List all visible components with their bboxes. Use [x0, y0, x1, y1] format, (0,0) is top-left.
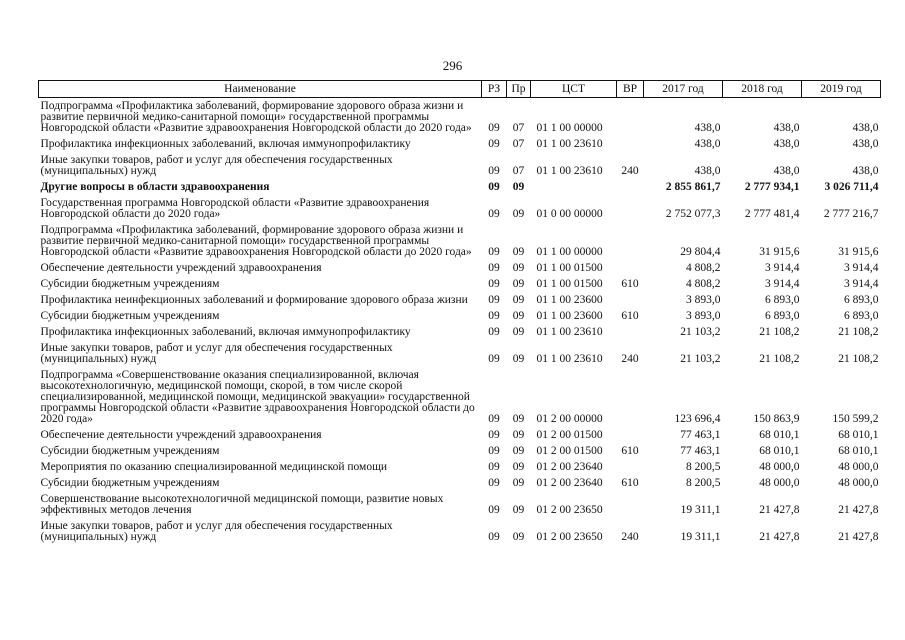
- row-2017: 19 311,1: [680, 531, 721, 543]
- table-row: [39, 222, 881, 260]
- row-name: Субсидии бюджетным учреждениям: [40, 310, 220, 322]
- row-2017: 8 200,5: [686, 461, 721, 473]
- header-2017: 2017 год: [644, 81, 723, 98]
- row-rz: 09: [488, 429, 500, 441]
- row-2018: 438,0: [773, 165, 800, 177]
- row-2018: 31 915,6: [759, 246, 800, 258]
- row-2019: 21 108,2: [838, 353, 879, 365]
- table-row: [39, 195, 881, 222]
- row-2017: 2 752 077,3: [665, 208, 721, 220]
- row-2018: 6 893,0: [765, 294, 800, 306]
- row-2019: 21 427,8: [838, 504, 879, 516]
- row-2018: 3 914,4: [765, 278, 800, 290]
- row-name: Иные закупки товаров, работ и услуг для обеспечения государственных (муниципальных) нужд: [40, 342, 393, 365]
- row-cst: 01 2 00 23650: [536, 531, 603, 543]
- row-cst: 01 1 00 00000: [536, 246, 603, 258]
- table-row: [39, 152, 881, 179]
- row-pr: 09: [512, 429, 525, 441]
- row-2018: 438,0: [773, 122, 800, 134]
- row-2017: 21 103,2: [680, 353, 721, 365]
- row-name: Субсидии бюджетным учреждениям: [40, 445, 220, 457]
- row-rz: 09: [488, 461, 500, 473]
- row-cst: 01 1 00 01500: [536, 262, 603, 274]
- row-pr: 09: [512, 477, 525, 489]
- row-2017: 29 804,4: [680, 246, 721, 258]
- row-rz: 09: [488, 181, 500, 193]
- row-2018: 48 000,0: [759, 477, 800, 489]
- row-vr: [617, 367, 644, 427]
- row-2019: 6 893,0: [844, 310, 879, 322]
- row-pr: 09: [512, 445, 525, 457]
- header-vr: ВР: [617, 81, 644, 98]
- row-2018: 438,0: [773, 138, 800, 150]
- row-cst: 01 1 00 23600: [536, 310, 603, 322]
- row-pr: 07: [512, 138, 525, 150]
- table-body: [39, 98, 881, 546]
- row-2019: 438,0: [852, 165, 879, 177]
- row-vr: 610: [621, 445, 639, 457]
- row-pr: 09: [512, 461, 525, 473]
- row-pr: 09: [512, 504, 525, 516]
- row-2017: 8 200,5: [686, 477, 721, 489]
- table-row: [39, 518, 881, 545]
- header-cst: ЦСТ: [531, 81, 617, 98]
- row-rz: 09: [488, 262, 500, 274]
- row-2018: 21 108,2: [759, 353, 800, 365]
- row-2018: 150 863,9: [753, 413, 800, 425]
- row-cst: 01 1 00 23600: [536, 294, 603, 306]
- row-pr: 09: [512, 278, 525, 290]
- row-name: Мероприятия по оказанию специализированной медицинской помощи: [40, 461, 388, 473]
- row-name: Совершенствование высокотехнологичной медицинской помощи, развитие новых эффективных методов лечения: [40, 493, 444, 516]
- row-rz: 09: [488, 504, 500, 516]
- row-vr: [617, 427, 644, 443]
- table-row: [39, 292, 881, 308]
- table-row: [39, 98, 881, 137]
- budget-table: [38, 80, 881, 545]
- table-row: [39, 179, 881, 195]
- row-name: Иные закупки товаров, работ и услуг для обеспечения государственных (муниципальных) нужд: [40, 154, 393, 177]
- row-pr: 09: [512, 531, 525, 543]
- row-2019: 438,0: [852, 122, 879, 134]
- row-2017: 3 893,0: [686, 294, 721, 306]
- row-2019: 2 777 216,7: [823, 208, 879, 220]
- header-name: Наименование: [39, 81, 482, 98]
- row-2019: 150 599,2: [832, 413, 879, 425]
- row-2017: 438,0: [694, 165, 721, 177]
- row-2018: 68 010,1: [759, 445, 800, 457]
- row-pr: 09: [512, 326, 525, 338]
- row-rz: 09: [488, 208, 500, 220]
- row-2018: 3 914,4: [765, 262, 800, 274]
- table-row: [39, 340, 881, 367]
- row-rz: 09: [488, 326, 500, 338]
- row-vr: [617, 222, 644, 260]
- row-2017: 4 808,2: [686, 262, 721, 274]
- row-vr: [617, 179, 644, 195]
- row-cst: 01 2 00 00000: [536, 413, 603, 425]
- row-2017: 77 463,1: [680, 429, 721, 441]
- row-cst: 01 1 00 01500: [536, 278, 603, 290]
- row-2019: 3 914,4: [844, 262, 879, 274]
- header-rz: РЗ: [482, 81, 507, 98]
- row-pr: 09: [512, 262, 525, 274]
- row-name: Обеспечение деятельности учреждений здравоохранения: [40, 429, 322, 441]
- table-header-row: [39, 81, 881, 98]
- row-2017: 4 808,2: [686, 278, 721, 290]
- row-rz: 09: [488, 122, 500, 134]
- table-row: [39, 260, 881, 276]
- row-cst: 01 1 00 23610: [536, 165, 603, 177]
- row-vr: 240: [621, 165, 639, 177]
- row-vr: [617, 195, 644, 222]
- row-pr: 07: [512, 122, 525, 134]
- row-rz: 09: [488, 294, 500, 306]
- header-pr: Пр: [507, 81, 531, 98]
- row-cst: 01 2 00 23640: [536, 477, 603, 489]
- row-name: Обеспечение деятельности учреждений здравоохранения: [40, 262, 322, 274]
- row-vr: 610: [621, 477, 639, 489]
- row-pr: 09: [512, 353, 525, 365]
- row-rz: 09: [488, 310, 500, 322]
- row-name: Профилактика инфекционных заболеваний, включая иммунопрофилактику: [40, 138, 411, 150]
- row-2018: 2 777 481,4: [744, 208, 800, 220]
- row-name: Субсидии бюджетным учреждениям: [40, 278, 220, 290]
- row-vr: [617, 98, 644, 137]
- row-rz: 09: [488, 246, 500, 258]
- row-rz: 09: [488, 531, 500, 543]
- row-2018: 21 427,8: [759, 531, 800, 543]
- row-2019: 438,0: [852, 138, 879, 150]
- header-2019: 2019 год: [802, 81, 881, 98]
- row-cst: 01 2 00 23650: [536, 504, 603, 516]
- table-row: [39, 276, 881, 292]
- row-2019: 31 915,6: [838, 246, 879, 258]
- row-vr: [617, 136, 644, 152]
- row-2017: 438,0: [694, 122, 721, 134]
- row-pr: 09: [512, 413, 525, 425]
- row-vr: 240: [621, 353, 639, 365]
- row-2017: 3 893,0: [686, 310, 721, 322]
- row-vr: [617, 324, 644, 340]
- row-cst: 01 0 00 00000: [536, 208, 603, 220]
- row-2018: 21 427,8: [759, 504, 800, 516]
- row-2019: 21 427,8: [838, 531, 879, 543]
- row-2018: 68 010,1: [759, 429, 800, 441]
- row-vr: [617, 260, 644, 276]
- table-row: [39, 324, 881, 340]
- row-2018: 48 000,0: [759, 461, 800, 473]
- table-row: [39, 491, 881, 518]
- page-number: 296: [442, 58, 463, 73]
- row-2019: 3 026 711,4: [824, 181, 879, 193]
- row-2019: 68 010,1: [838, 429, 879, 441]
- row-cst: 01 2 00 01500: [536, 429, 603, 441]
- row-name: Профилактика инфекционных заболеваний, включая иммунопрофилактику: [40, 326, 411, 338]
- row-pr: 09: [512, 208, 525, 220]
- row-vr: 240: [621, 531, 639, 543]
- row-2019: 3 914,4: [844, 278, 879, 290]
- row-2018: 2 777 934,1: [744, 181, 800, 193]
- row-rz: 09: [488, 138, 500, 150]
- row-vr: 610: [621, 278, 639, 290]
- row-name: Подпрограмма «Совершенствование оказания специализированной, включая высокотехнологичную, медицинской помощи, скорой, в том числе скорой специализированной, медицинской помощи, медицинской эвакуации» государственной программы Новгородской области «Развитие здравоохранения Новгородской области до 2020 года»: [40, 369, 475, 425]
- row-cst: 01 2 00 23640: [536, 461, 603, 473]
- row-2017: 19 311,1: [680, 504, 721, 516]
- row-cst: 01 1 00 00000: [536, 122, 603, 134]
- row-2018: 6 893,0: [765, 310, 800, 322]
- row-pr: 09: [512, 246, 525, 258]
- row-pr: 09: [512, 294, 525, 306]
- row-2017: 123 696,4: [674, 413, 721, 425]
- row-2017: 2 855 861,7: [665, 181, 721, 193]
- row-name: Подпрограмма «Профилактика заболеваний, формирование здорового образа жизни и развитие первичной медико-санитарной помощи» государственной программы Новгородской области «Развитие здравоохранения Новгородской области до 2020 года»: [40, 224, 472, 258]
- row-name: Другие вопросы в области здравоохранения: [40, 181, 270, 193]
- row-vr: [617, 292, 644, 308]
- row-rz: 09: [488, 353, 500, 365]
- row-vr: 610: [621, 310, 639, 322]
- header-2018: 2018 год: [723, 81, 802, 98]
- row-rz: 09: [488, 278, 500, 290]
- row-rz: 09: [488, 445, 500, 457]
- row-rz: 09: [488, 413, 500, 425]
- table-row: [39, 475, 881, 491]
- row-2019: 48 000,0: [838, 477, 879, 489]
- row-pr: 09: [512, 310, 525, 322]
- table-row: [39, 443, 881, 459]
- row-name: Иные закупки товаров, работ и услуг для обеспечения государственных (муниципальных) нужд: [40, 520, 393, 543]
- row-2019: 6 893,0: [844, 294, 879, 306]
- table-row: [39, 136, 881, 152]
- row-vr: [617, 491, 644, 518]
- row-pr: 09: [512, 181, 525, 193]
- row-name: Субсидии бюджетным учреждениям: [40, 477, 220, 489]
- row-rz: 09: [488, 477, 500, 489]
- row-rz: 09: [488, 165, 500, 177]
- table-row: [39, 308, 881, 324]
- row-vr: [617, 459, 644, 475]
- row-cst: 01 1 00 23610: [536, 138, 603, 150]
- row-name: Профилактика неинфекционных заболеваний и формирование здорового образа жизни: [40, 294, 468, 306]
- row-pr: 07: [512, 165, 525, 177]
- row-2019: 48 000,0: [838, 461, 879, 473]
- row-cst: 01 1 00 23610: [536, 326, 603, 338]
- row-cst: 01 2 00 01500: [536, 445, 603, 457]
- row-cst: [531, 179, 617, 195]
- table-row: [39, 427, 881, 443]
- row-name: Подпрограмма «Профилактика заболеваний, формирование здорового образа жизни и развитие первичной медико-санитарной помощи» государственной программы Новгородской области «Развитие здравоохранения Новгородской области до 2020 года»: [40, 100, 472, 134]
- row-cst: 01 1 00 23610: [536, 353, 603, 365]
- row-2017: 21 103,2: [680, 326, 721, 338]
- row-2019: 21 108,2: [838, 326, 879, 338]
- row-2017: 77 463,1: [680, 445, 721, 457]
- row-2019: 68 010,1: [838, 445, 879, 457]
- table-row: [39, 367, 881, 427]
- row-2017: 438,0: [694, 138, 721, 150]
- row-name: Государственная программа Новгородской области «Развитие здравоохранения Новгородской области до 2020 года»: [40, 197, 430, 220]
- row-2018: 21 108,2: [759, 326, 800, 338]
- table-row: [39, 459, 881, 475]
